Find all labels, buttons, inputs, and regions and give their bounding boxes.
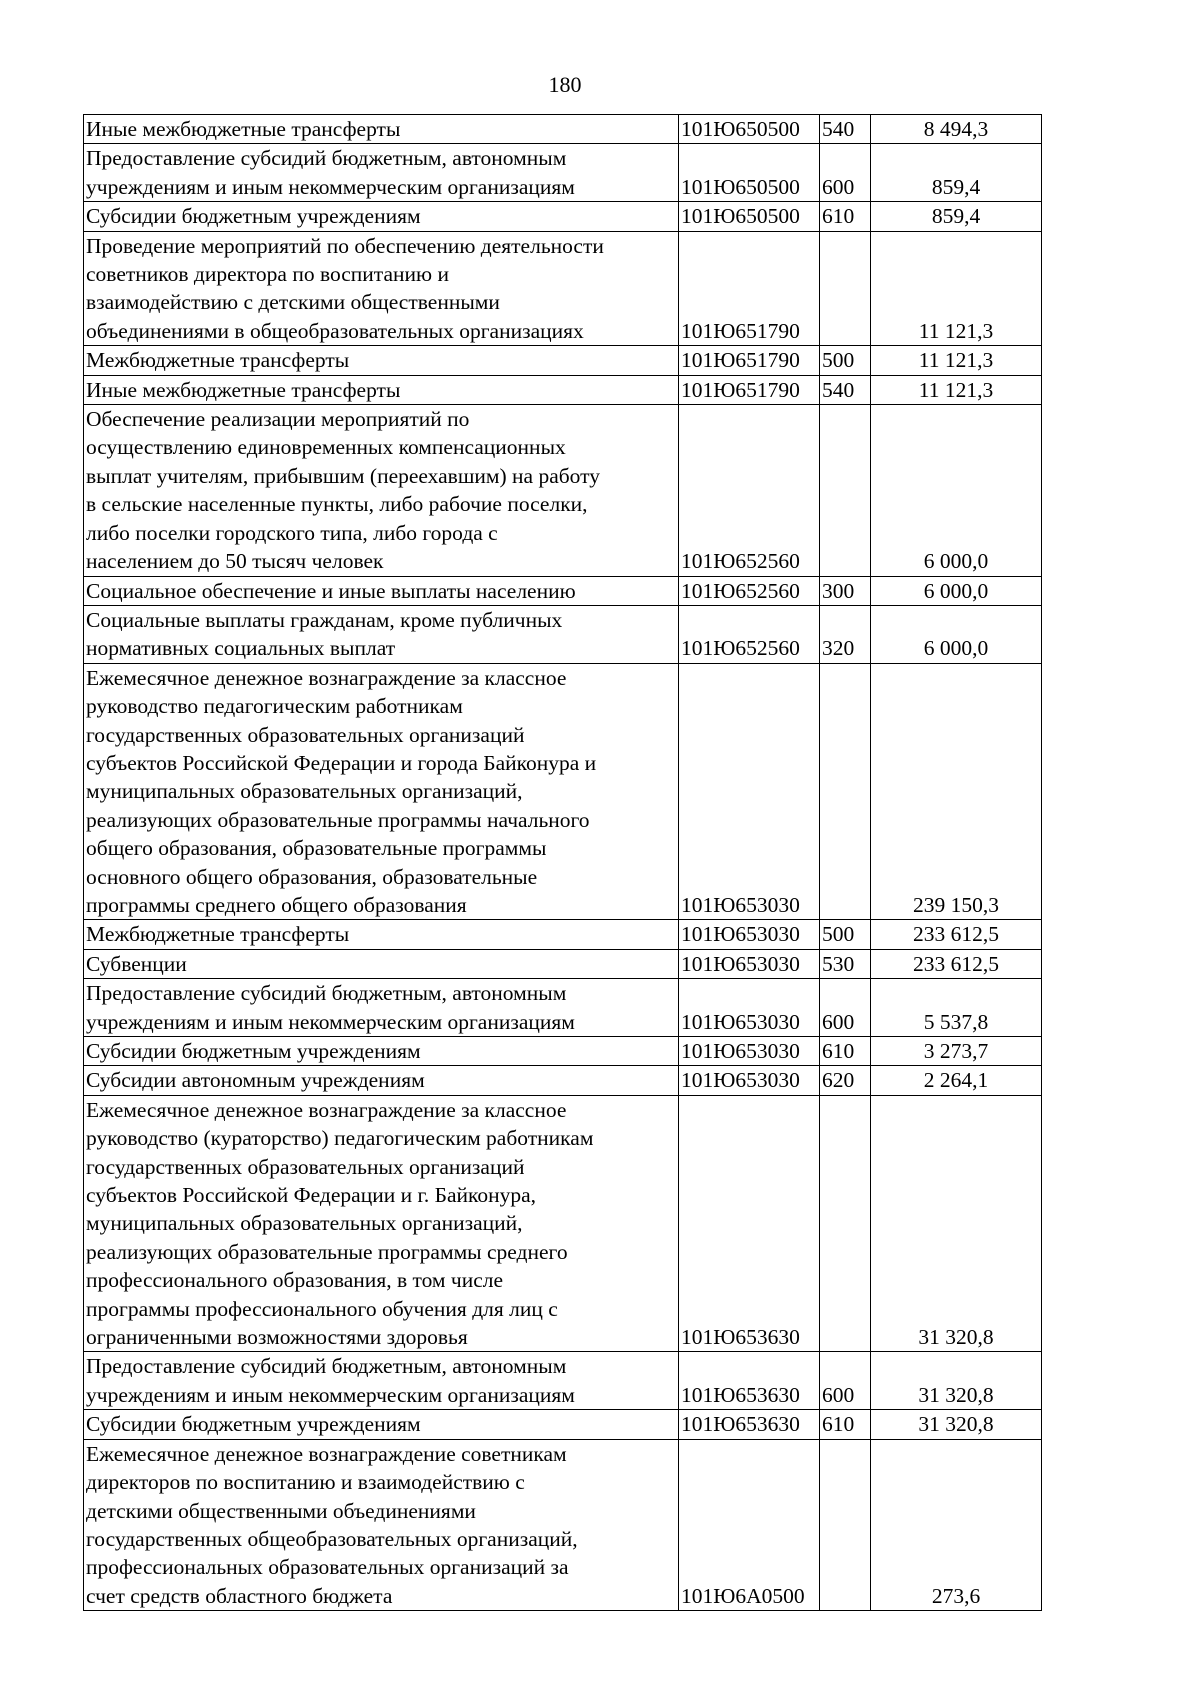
row-code-cell: 101Ю653030 <box>679 663 820 920</box>
budget-table-body <box>84 115 1042 1611</box>
table-row <box>84 1439 1042 1610</box>
table-row <box>84 979 1042 1037</box>
row-code-cell: 101Ю653630 <box>679 1410 820 1439</box>
table-row <box>84 115 1042 144</box>
row-code-cell: 101Ю653630 <box>679 1095 820 1352</box>
row-name-cell: Предоставление субсидий бюджетным, автономным учреждениям и иным некоммерческим организациям <box>84 144 679 202</box>
table-row <box>84 949 1042 978</box>
table-row <box>84 920 1042 949</box>
row-amount-cell: 6 000,0 <box>871 605 1042 663</box>
table-row <box>84 1352 1042 1410</box>
row-type-cell <box>820 405 871 576</box>
row-amount-cell: 273,6 <box>871 1439 1042 1610</box>
budget-table <box>83 114 1042 1611</box>
row-code-cell: 101Ю652560 <box>679 605 820 663</box>
row-name-cell: Проведение мероприятий по обеспечению деятельности советников директора по воспитанию и взаимодействию с детскими общественными объединениями в общеобразовательных организациях <box>84 231 679 346</box>
row-amount-cell: 3 273,7 <box>871 1037 1042 1066</box>
row-code-cell: 101Ю651790 <box>679 375 820 404</box>
row-code-cell: 101Ю650500 <box>679 202 820 231</box>
table-row <box>84 1066 1042 1095</box>
row-code-cell: 101Ю653030 <box>679 1037 820 1066</box>
row-type-cell <box>820 231 871 346</box>
row-amount-cell: 239 150,3 <box>871 663 1042 920</box>
row-type-cell: 610 <box>820 202 871 231</box>
table-row <box>84 405 1042 576</box>
table-row <box>84 202 1042 231</box>
row-type-cell <box>820 663 871 920</box>
row-name-cell: Социальное обеспечение и иные выплаты населению <box>84 576 679 605</box>
row-type-cell: 600 <box>820 979 871 1037</box>
row-name-cell: Предоставление субсидий бюджетным, автономным учреждениям и иным некоммерческим организациям <box>84 979 679 1037</box>
row-code-cell: 101Ю650500 <box>679 115 820 144</box>
row-name-cell: Иные межбюджетные трансферты <box>84 115 679 144</box>
row-amount-cell: 31 320,8 <box>871 1095 1042 1352</box>
row-amount-cell: 11 121,3 <box>871 375 1042 404</box>
row-code-cell: 101Ю653630 <box>679 1352 820 1410</box>
table-row <box>84 1095 1042 1352</box>
row-code-cell: 101Ю652560 <box>679 405 820 576</box>
page-number: 180 <box>548 72 582 97</box>
row-amount-cell: 31 320,8 <box>871 1410 1042 1439</box>
row-amount-cell: 859,4 <box>871 144 1042 202</box>
row-type-cell: 530 <box>820 949 871 978</box>
row-type-cell: 600 <box>820 1352 871 1410</box>
row-amount-cell: 11 121,3 <box>871 231 1042 346</box>
row-type-cell <box>820 1439 871 1610</box>
row-type-cell: 540 <box>820 375 871 404</box>
row-name-cell: Ежемесячное денежное вознаграждение советникам директоров по воспитанию и взаимодействию с детскими общественными объединениями государственных общеобразовательных организаций, профессиональных образовательных организаций за счет средств областного бюджета <box>84 1439 679 1610</box>
row-name-cell: Иные межбюджетные трансферты <box>84 375 679 404</box>
row-amount-cell: 2 264,1 <box>871 1066 1042 1095</box>
row-amount-cell: 859,4 <box>871 202 1042 231</box>
row-code-cell: 101Ю651790 <box>679 346 820 375</box>
row-type-cell: 610 <box>820 1410 871 1439</box>
row-name-cell: Межбюджетные трансферты <box>84 920 679 949</box>
row-amount-cell: 6 000,0 <box>871 405 1042 576</box>
row-code-cell: 101Ю651790 <box>679 231 820 346</box>
table-row <box>84 375 1042 404</box>
row-type-cell: 610 <box>820 1037 871 1066</box>
row-name-cell: Межбюджетные трансферты <box>84 346 679 375</box>
row-amount-cell: 11 121,3 <box>871 346 1042 375</box>
table-row <box>84 1410 1042 1439</box>
row-name-cell: Субсидии бюджетным учреждениям <box>84 202 679 231</box>
table-row <box>84 346 1042 375</box>
row-code-cell: 101Ю650500 <box>679 144 820 202</box>
row-code-cell: 101Ю652560 <box>679 576 820 605</box>
table-row <box>84 1037 1042 1066</box>
table-row <box>84 576 1042 605</box>
row-name-cell: Субсидии бюджетным учреждениям <box>84 1037 679 1066</box>
row-name-cell: Субсидии бюджетным учреждениям <box>84 1410 679 1439</box>
row-code-cell: 101Ю653030 <box>679 979 820 1037</box>
row-amount-cell: 233 612,5 <box>871 920 1042 949</box>
row-amount-cell: 31 320,8 <box>871 1352 1042 1410</box>
row-name-cell: Субвенции <box>84 949 679 978</box>
row-type-cell: 500 <box>820 920 871 949</box>
row-type-cell: 600 <box>820 144 871 202</box>
row-name-cell: Субсидии автономным учреждениям <box>84 1066 679 1095</box>
row-code-cell: 101Ю653030 <box>679 920 820 949</box>
table-row <box>84 231 1042 346</box>
row-amount-cell: 233 612,5 <box>871 949 1042 978</box>
row-code-cell: 101Ю653030 <box>679 1066 820 1095</box>
row-name-cell: Предоставление субсидий бюджетным, автономным учреждениям и иным некоммерческим организациям <box>84 1352 679 1410</box>
row-type-cell: 320 <box>820 605 871 663</box>
table-row <box>84 663 1042 920</box>
table-row <box>84 605 1042 663</box>
row-type-cell: 300 <box>820 576 871 605</box>
row-amount-cell: 6 000,0 <box>871 576 1042 605</box>
row-code-cell: 101Ю653030 <box>679 949 820 978</box>
row-amount-cell: 8 494,3 <box>871 115 1042 144</box>
table-row <box>84 144 1042 202</box>
row-type-cell: 540 <box>820 115 871 144</box>
row-amount-cell: 5 537,8 <box>871 979 1042 1037</box>
row-name-cell: Ежемесячное денежное вознаграждение за классное руководство педагогическим работникам государственных образовательных организаций субъектов Российской Федерации и города Байконура и муниципальных образовательных организаций, реализующих образовательные программы начального общего образования, образовательные программы основного общего образования, образовательные программы среднего общего образования <box>84 663 679 920</box>
row-name-cell: Обеспечение реализации мероприятий по осуществлению единовременных компенсационных выплат учителям, прибывшим (переехавшим) на работу в сельские населенные пункты, либо рабочие поселки, либо поселки городского типа, либо города с населением до 50 тысяч человек <box>84 405 679 576</box>
row-name-cell: Ежемесячное денежное вознаграждение за классное руководство (кураторство) педагогическим работникам государственных образовательных организаций субъектов Российской Федерации и г. Байконура, муниципальных образовательных организаций, реализующих образовательные программы среднего профессионального образования, в том числе программы профессионального обучения для лиц с ограниченными возможностями здоровья <box>84 1095 679 1352</box>
row-type-cell: 620 <box>820 1066 871 1095</box>
row-name-cell: Социальные выплаты гражданам, кроме публичных нормативных социальных выплат <box>84 605 679 663</box>
row-type-cell: 500 <box>820 346 871 375</box>
row-type-cell <box>820 1095 871 1352</box>
row-code-cell: 101Ю6А0500 <box>679 1439 820 1610</box>
